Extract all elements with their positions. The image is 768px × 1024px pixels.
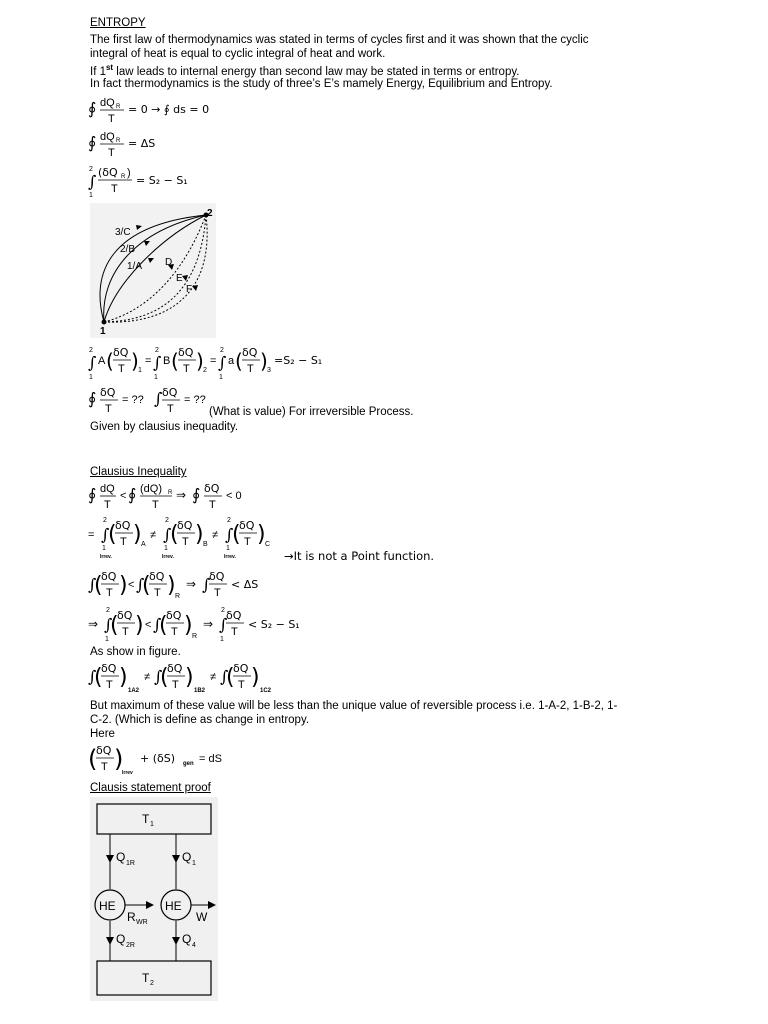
eq11-den: T: [101, 761, 108, 773]
svg-text:∫: ∫: [88, 172, 97, 191]
svg-text:): ): [119, 573, 128, 598]
eq9-den-3: T: [231, 626, 238, 638]
eq10-num-1: δQ: [101, 662, 117, 675]
svg-text:∫: ∫: [219, 615, 228, 634]
eq8-num-1: δQ: [101, 570, 117, 583]
eq4-letter-c: a: [228, 355, 235, 367]
path-1a-label: 1/A: [127, 261, 143, 272]
svg-text:∮: ∮: [88, 389, 97, 408]
eq10-num-3: δQ: [233, 662, 249, 675]
path-3c-label: 3/C: [115, 227, 131, 238]
eq7-note: →It is not a Point function.: [284, 549, 435, 563]
eq10-term-2: [154, 662, 206, 694]
eq2-subscript: R: [116, 138, 121, 144]
eq4-letter-a: A: [98, 355, 106, 367]
svg-text:∫: ∫: [202, 575, 211, 594]
eq10-sub-1: 1A2: [128, 688, 140, 694]
eq3-subscript: R: [121, 174, 126, 180]
intro-line-4: In fact thermodynamics is the study of three’s E’s mamely Energy, Equilibrium and Entropy.: [90, 78, 553, 90]
eq2-numerator: dQ: [100, 131, 115, 143]
svg-text:∫: ∫: [136, 575, 145, 594]
eq7-num-c: δQ: [239, 519, 255, 532]
eq7-lead: =: [88, 529, 95, 541]
eq7-den-a: T: [120, 536, 127, 548]
svg-text:): ): [167, 573, 176, 598]
equation-irreversible-less: [88, 566, 288, 602]
hot-reservoir-label: T: [142, 812, 150, 826]
eq6-sub-2: R: [168, 490, 173, 496]
eq8-den-3: T: [214, 587, 221, 599]
equation-entropy-change: [88, 163, 228, 199]
equation-clausius-inequality: [88, 480, 288, 512]
svg-text:=: =: [145, 355, 152, 367]
svg-text:=: =: [210, 355, 217, 367]
svg-text:∫: ∫: [101, 525, 110, 544]
equation-path-dependent: [88, 514, 435, 563]
equation-path-integrals: [88, 344, 348, 382]
eq5-q1: = ??: [122, 394, 144, 406]
cold-reservoir-label: T: [142, 971, 150, 985]
svg-text:(: (: [226, 665, 235, 690]
eq4-lower-b: 1: [154, 374, 158, 381]
eq5-den-2: T: [167, 403, 174, 415]
eq6-den-1: T: [104, 499, 111, 511]
svg-text:(: (: [94, 665, 103, 690]
eq7-upper-c: 2: [227, 517, 231, 524]
eq1-denominator: T: [108, 113, 115, 125]
eq4-lower-c: 1: [219, 374, 223, 381]
svg-text:(: (: [108, 522, 117, 547]
eq7-sub-a: A: [141, 541, 146, 548]
eq6-den-2: T: [152, 499, 159, 511]
eq10-den-2: T: [172, 679, 179, 691]
q1-sub: 1: [192, 860, 196, 867]
eq7-term-b: [162, 517, 208, 560]
svg-text:∫: ∫: [218, 353, 227, 372]
cold-reservoir-sub: 2: [150, 980, 154, 987]
svg-text:⇒: ⇒: [176, 488, 187, 502]
svg-text:∮: ∮: [88, 99, 97, 118]
svg-text:(: (: [110, 613, 119, 638]
svg-text:): ): [133, 522, 142, 547]
eq10-neq-2: ≠: [210, 671, 217, 683]
eq7-irrev-c: Irrev.: [224, 554, 236, 560]
eq4-num-a: δQ: [113, 346, 129, 359]
svg-text:): ): [260, 349, 268, 373]
eq10-den-1: T: [106, 679, 113, 691]
eq3-lower-limit: 1: [89, 192, 93, 199]
svg-text:): ): [257, 522, 266, 547]
eq9-den-2: T: [171, 626, 178, 638]
svg-text:∫: ∫: [163, 525, 172, 544]
eq8-den-2: T: [154, 587, 161, 599]
eq7-irrev-a: Irrev.: [100, 554, 112, 560]
eq8-lt: <: [128, 579, 135, 591]
eq4-num-b: δQ: [178, 346, 194, 359]
eq7-den-c: T: [244, 536, 251, 548]
eq10-neq-1: ≠: [144, 671, 151, 683]
eq10-den-3: T: [238, 679, 245, 691]
but-line-2: C-2. (Which is define as change in entropy.: [90, 714, 310, 726]
svg-text:): ): [184, 613, 193, 638]
equation-path-comparison: [88, 658, 288, 698]
svg-text:(: (: [235, 349, 243, 373]
svg-text:(: (: [159, 613, 168, 638]
eq9-den-1: T: [122, 626, 129, 638]
eq7-neq-2: ≠: [212, 529, 219, 541]
svg-text:(: (: [106, 349, 114, 373]
eq7-lower-c: 1: [226, 545, 230, 552]
eq7-upper-a: 2: [103, 517, 107, 524]
svg-text:∫: ∫: [88, 575, 97, 594]
eq10-sub-3: 1C2: [260, 688, 272, 694]
eq8-num-2: δQ: [149, 570, 165, 583]
eq5-num-2: δQ: [162, 386, 178, 399]
eq10-sub-2: 1B2: [194, 688, 206, 694]
equation-delta-s: [88, 128, 208, 160]
intro-line-1: The first law of thermodynamics was stated in terms of cycles first and it was shown that the cyclic: [90, 34, 589, 46]
eq3-paren: ): [127, 167, 131, 179]
svg-text:(: (: [94, 573, 103, 598]
svg-text:): ): [196, 349, 204, 373]
as-show-line: As show in figure.: [90, 646, 181, 658]
eq4-term-c: [218, 346, 271, 381]
svg-text:(: (: [170, 522, 179, 547]
eq9-implies: ⇒: [203, 617, 214, 631]
eq9-upper-1: 2: [106, 607, 110, 614]
svg-text:(: (: [171, 349, 179, 373]
eq11-sub-irrev: Irrev: [122, 770, 133, 776]
eq4-letter-b: B: [163, 355, 171, 367]
eq7-irrev-b: Irrev.: [162, 554, 174, 560]
eq5-q2: = ??: [184, 394, 206, 406]
eq7-lower-a: 1: [102, 545, 106, 552]
eq1-numerator: dQ: [100, 97, 115, 109]
intro-line-3-start: If 1: [90, 65, 106, 78]
eq3-rest: = S₂ − S₁: [136, 174, 188, 187]
svg-text:∫: ∫: [88, 353, 97, 372]
svg-text:): ): [114, 745, 124, 773]
r-sub: WR: [136, 919, 148, 926]
svg-text:∮: ∮: [88, 485, 97, 504]
equation-irreversible-less-limits: [88, 604, 328, 644]
he-right-label: HE: [165, 899, 182, 913]
page-title: ENTROPY: [90, 17, 146, 29]
eq9-lt: <: [145, 619, 152, 631]
eq4-den-a: T: [118, 363, 125, 375]
eq5-num-1: δQ: [100, 386, 116, 399]
intro-line-3-end: law leads to internal energy than second law may be stated in terms or entropy.: [113, 65, 520, 78]
eq4-tail: =S₂ − S₁: [274, 354, 323, 367]
eq5-den-1: T: [105, 403, 112, 415]
eq3-numerator: (δQ: [98, 166, 118, 179]
eq10-num-2: δQ: [167, 662, 183, 675]
svg-text:∫: ∫: [154, 667, 163, 686]
q1-label: Q: [182, 850, 192, 864]
eq9-num-1: δQ: [117, 609, 133, 622]
heat-engine-diagram: [90, 797, 218, 1001]
svg-text:∫: ∫: [88, 667, 97, 686]
eq7-term-a: [100, 517, 146, 560]
eq10-term-1: [88, 662, 140, 694]
eq8-den-1: T: [106, 587, 113, 599]
eq4-upper-b: 2: [155, 347, 159, 354]
point-2-label: 2: [207, 208, 213, 219]
eq2-denominator: T: [108, 147, 115, 159]
q2r-label: Q: [116, 932, 126, 946]
eq9-sub-r: R: [192, 633, 198, 640]
eq9-upper-2: 2: [221, 607, 225, 614]
equation-unknown-values: [88, 384, 448, 416]
given-by-line: Given by clausius inequadity.: [90, 421, 239, 433]
point-1-label: 1: [100, 326, 106, 337]
q1r-sub: 1R: [126, 860, 135, 867]
eq8-sub-r: R: [175, 593, 181, 600]
eq4-sub-1: 1: [138, 367, 142, 374]
svg-text:(: (: [142, 573, 151, 598]
equation-entropy-generation: [88, 740, 248, 778]
intro-line-2: integral of heat is equal to cyclic integral of heat and work.: [90, 48, 386, 60]
clausius-inequality-heading: Clausius Inequality: [90, 466, 187, 478]
svg-text:∫: ∫: [225, 525, 234, 544]
clausis-statement-heading: Clausis statement proof: [90, 782, 211, 794]
eq5-note: (What is value) For irreversible Process.: [209, 406, 414, 418]
eq3-denominator: T: [111, 183, 118, 195]
eq7-upper-b: 2: [165, 517, 169, 524]
equation-cyclic-integral: [88, 94, 288, 126]
eq7-num-a: δQ: [115, 519, 131, 532]
eq11-rest: = dS: [199, 753, 222, 765]
svg-text:∫: ∫: [220, 667, 229, 686]
eq7-sub-c: C: [265, 541, 271, 548]
eq7-term-c: [224, 517, 270, 560]
eq4-upper-a: 2: [89, 347, 93, 354]
work-label: W: [196, 910, 208, 924]
eq11-num: δQ: [96, 744, 112, 757]
eq8-implies: ⇒: [186, 577, 197, 591]
process-paths-figure: [90, 203, 216, 338]
eq11-mid: + (δS): [140, 752, 176, 765]
svg-text:∫: ∫: [153, 353, 162, 372]
svg-text:∫: ∫: [153, 615, 162, 634]
hot-reservoir-sub: 1: [150, 821, 154, 828]
svg-text:∫: ∫: [104, 615, 113, 634]
eq4-upper-c: 2: [220, 347, 224, 354]
eq11-sub-gen: gen: [183, 761, 194, 767]
eq9-num-2: δQ: [166, 609, 182, 622]
svg-text:): ): [135, 613, 144, 638]
svg-text:∫: ∫: [154, 389, 163, 408]
eq6-num-3: δQ: [204, 482, 220, 495]
eq6-rest: < 0: [226, 490, 242, 502]
r-label: R: [127, 910, 136, 924]
svg-text:(: (: [160, 665, 169, 690]
svg-text:): ): [251, 665, 260, 690]
eq4-den-c: T: [247, 363, 254, 375]
eq7-neq-1: ≠: [150, 529, 157, 541]
eq8-num-3: δQ: [209, 570, 225, 583]
svg-text:<: <: [120, 490, 127, 502]
eq9-lower-2: 1: [220, 636, 224, 643]
eq7-sub-b: B: [203, 541, 208, 548]
eq4-term-a: [88, 346, 142, 381]
eq6-den-3: T: [209, 499, 216, 511]
q4-sub: 4: [192, 942, 196, 949]
eq9-num-3: δQ: [226, 609, 242, 622]
eq4-sub-2: 2: [203, 367, 207, 374]
eq4-lower-a: 1: [89, 374, 93, 381]
path-e-label: E: [176, 273, 183, 284]
svg-text:): ): [119, 665, 128, 690]
eq3-upper-limit: 2: [89, 166, 93, 173]
path-f-label: F: [186, 284, 193, 295]
eq9-rest: < S₂ − S₁: [248, 618, 300, 631]
eq1-subscript: R: [116, 104, 121, 110]
svg-text:(: (: [232, 522, 241, 547]
q1r-label: Q: [116, 850, 126, 864]
eq9-lower-1: 1: [105, 636, 109, 643]
svg-text:∮: ∮: [128, 485, 137, 504]
eq10-term-3: [220, 662, 272, 694]
q4-label: Q: [182, 932, 192, 946]
path-d-label: D: [165, 257, 173, 268]
eq2-rest: = ΔS: [128, 137, 156, 150]
svg-text:): ): [195, 522, 204, 547]
svg-text:∮: ∮: [88, 133, 97, 152]
eq4-num-c: δQ: [242, 346, 258, 359]
eq1-rest: = 0 → ∮ ds = 0: [128, 103, 210, 116]
eq4-term-b: [153, 346, 207, 381]
eq7-den-b: T: [182, 536, 189, 548]
but-line-1: But maximum of these value will be less than the unique value of reversible process i.e. 1-A-2, 1-B-2, 1-: [90, 700, 618, 712]
eq4-den-b: T: [183, 363, 190, 375]
path-2b-label: 2/B: [120, 244, 136, 255]
eq6-num-2: (dQ): [140, 483, 162, 495]
eq9-lead: ⇒: [88, 617, 99, 631]
eq8-rest: < ΔS: [231, 578, 259, 591]
superscript-st: st: [105, 63, 114, 72]
here-line: Here: [90, 728, 115, 740]
q2r-sub: 2R: [126, 942, 135, 949]
svg-text:(: (: [88, 745, 98, 773]
eq6-num-1: dQ: [100, 483, 115, 495]
eq4-sub-3: 3: [267, 367, 271, 374]
he-left-label: HE: [99, 899, 116, 913]
eq7-lower-b: 1: [164, 545, 168, 552]
eq7-num-b: δQ: [177, 519, 193, 532]
svg-text:): ): [131, 349, 139, 373]
svg-text:∮: ∮: [192, 485, 201, 504]
svg-text:): ): [185, 665, 194, 690]
